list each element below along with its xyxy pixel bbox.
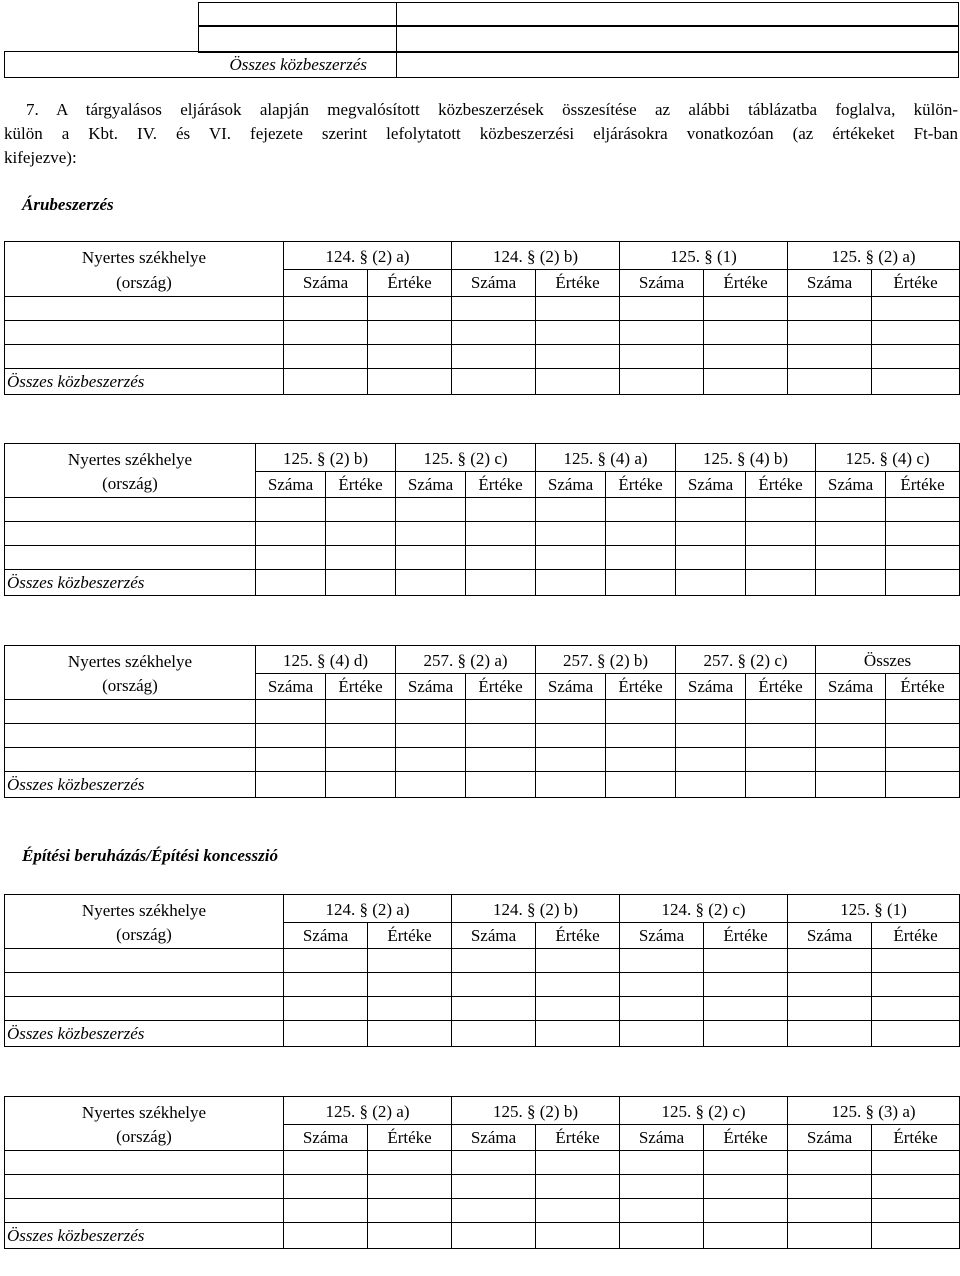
col-value: Értéke [326, 472, 396, 498]
group-header: 125. § (4) c) [816, 444, 960, 472]
col-value: Értéke [326, 674, 396, 700]
seat-header: Nyertes székhelye [5, 646, 256, 674]
group-header: 124. § (2) c) [620, 895, 788, 923]
col-count: Száma [788, 1125, 872, 1151]
col-value: Értéke [704, 923, 788, 949]
group-header: 125. § (4) b) [676, 444, 816, 472]
section-title-construction: Építési beruházás/Építési koncesszió [22, 846, 278, 865]
col-value: Értéke [704, 1125, 788, 1151]
col-value: Értéke [536, 923, 620, 949]
group-header: 124. § (2) a) [284, 895, 452, 923]
table-goods-2 [4, 443, 960, 596]
table-row [5, 498, 960, 522]
group-header: 125. § (2) c) [396, 444, 536, 472]
seat-header: Nyertes székhelye [5, 1097, 284, 1125]
col-count: Száma [452, 923, 536, 949]
col-value: Értéke [606, 472, 676, 498]
total-label: Összes közbeszerzés [5, 570, 256, 596]
group-header: 125. § (1) [620, 242, 788, 270]
col-value: Értéke [746, 674, 816, 700]
col-value: Értéke [886, 674, 960, 700]
section-title-goods: Árubeszerzés [22, 195, 114, 214]
table-row [5, 748, 960, 772]
col-count: Száma [452, 270, 536, 297]
col-value: Értéke [872, 923, 960, 949]
col-value: Értéke [606, 674, 676, 700]
table-row [5, 546, 960, 570]
table-row [5, 522, 960, 546]
seat-header-country: (ország) [5, 674, 256, 700]
total-label: Összes közbeszerzés [5, 1021, 284, 1047]
col-value: Értéke [368, 270, 452, 297]
seat-header-country: (ország) [5, 923, 284, 949]
col-count: Száma [284, 270, 368, 297]
col-count: Száma [256, 674, 326, 700]
col-count: Száma [788, 270, 872, 297]
total-label: Összes közbeszerzés [5, 1223, 284, 1249]
seat-header: Nyertes székhelye [5, 242, 284, 270]
table-construction-1 [4, 894, 960, 1047]
col-count: Száma [256, 472, 326, 498]
table-row [5, 949, 960, 973]
table-construction-2 [4, 1096, 960, 1249]
table-row [5, 1151, 960, 1175]
col-value: Értéke [368, 1125, 452, 1151]
col-count: Száma [620, 1125, 704, 1151]
total-label: Összes közbeszerzés [5, 369, 284, 395]
group-header: 124. § (2) a) [284, 242, 452, 270]
top-summary-table-body [4, 25, 959, 78]
col-count: Száma [396, 674, 466, 700]
col-count: Száma [452, 1125, 536, 1151]
group-header: 125. § (4) d) [256, 646, 396, 674]
seat-header: Nyertes székhelye [5, 444, 256, 472]
group-header: 125. § (2) a) [788, 242, 960, 270]
col-count: Száma [284, 1125, 368, 1151]
table-goods-1 [4, 241, 960, 395]
col-count: Száma [816, 472, 886, 498]
total-label: Összes közbeszerzés [199, 52, 397, 78]
group-header: 125. § (2) b) [256, 444, 396, 472]
col-count: Száma [788, 923, 872, 949]
col-count: Száma [284, 923, 368, 949]
col-count: Száma [676, 674, 746, 700]
seat-header: Nyertes székhelye [5, 895, 284, 923]
table-row [5, 724, 960, 748]
total-label: Összes közbeszerzés [5, 772, 256, 798]
group-header: 124. § (2) b) [452, 895, 620, 923]
group-header: 125. § (2) a) [284, 1097, 452, 1125]
col-count: Száma [536, 674, 606, 700]
group-header: 124. § (2) b) [452, 242, 620, 270]
col-count: Száma [536, 472, 606, 498]
col-value: Értéke [872, 270, 960, 297]
col-count: Száma [676, 472, 746, 498]
seat-header-country: (ország) [5, 270, 284, 297]
group-header: 125. § (4) a) [536, 444, 676, 472]
group-header: 125. § (2) b) [452, 1097, 620, 1125]
col-count: Száma [620, 270, 704, 297]
col-count: Száma [620, 923, 704, 949]
table-row [5, 997, 960, 1021]
table-row [5, 297, 960, 321]
table-goods-3 [4, 645, 960, 798]
table-row [5, 1199, 960, 1223]
table-row [5, 1175, 960, 1199]
col-value: Értéke [746, 472, 816, 498]
group-header: 125. § (1) [788, 895, 960, 923]
col-value: Értéke [536, 1125, 620, 1151]
col-count: Száma [816, 674, 886, 700]
table-row [5, 700, 960, 724]
group-header: 257. § (2) c) [676, 646, 816, 674]
group-header: 257. § (2) b) [536, 646, 676, 674]
seat-header-country: (ország) [5, 472, 256, 498]
col-value: Értéke [704, 270, 788, 297]
paragraph-7: 7. A tárgyalásos eljárások alapján megvalósított közbeszerzések összesítése az alábbi táblázatba foglalva, külön- külön a Kbt. IV. és VI. fejezete szerint lefolytatott közbeszerzési eljárásokra vonatkozóan (az értékeket Ft-ban kifejezve): [4, 100, 958, 167]
col-count: Száma [396, 472, 466, 498]
seat-header-country: (ország) [5, 1125, 284, 1151]
table-row [5, 345, 960, 369]
group-header: Összes [816, 646, 960, 674]
table-row [5, 321, 960, 345]
col-value: Értéke [368, 923, 452, 949]
col-value: Értéke [872, 1125, 960, 1151]
col-value: Értéke [466, 674, 536, 700]
table-row [5, 973, 960, 997]
group-header: 125. § (2) c) [620, 1097, 788, 1125]
col-value: Értéke [886, 472, 960, 498]
group-header: 257. § (2) a) [396, 646, 536, 674]
col-value: Értéke [466, 472, 536, 498]
group-header: 125. § (3) a) [788, 1097, 960, 1125]
col-value: Értéke [536, 270, 620, 297]
